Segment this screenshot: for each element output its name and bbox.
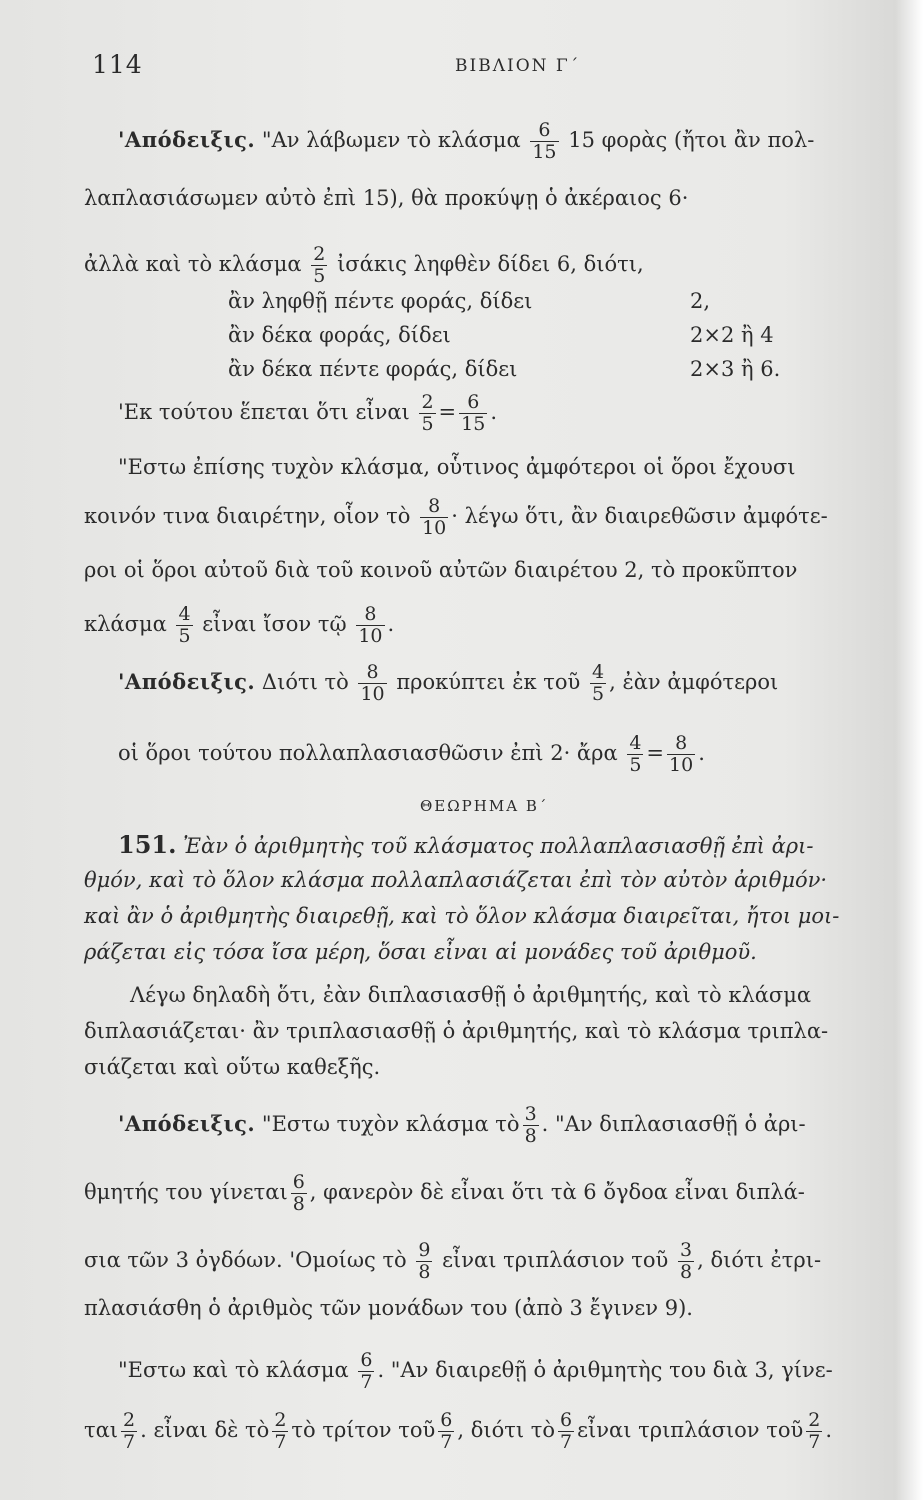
text: .: [490, 400, 498, 424]
text: κλάσμα: [84, 612, 167, 636]
page-header: [0, 44, 923, 84]
proof1-line1: [118, 120, 814, 163]
numerator: 8: [366, 661, 379, 683]
fraction: [358, 662, 386, 705]
equals-sign: =: [646, 741, 665, 765]
numerator: 4: [592, 661, 605, 683]
text: . "Αν διαιρεθῇ ὁ ἀριθμητὴς του διὰ 3, γίνε-: [377, 1358, 833, 1382]
denominator: 15: [532, 141, 557, 163]
numerator: 2: [421, 391, 434, 413]
numerator: 6: [560, 1409, 573, 1431]
explanation-line3: σιάζεται καὶ οὕτω καθεξῆς.: [84, 1055, 381, 1079]
text: .: [825, 1418, 833, 1442]
denominator: 8: [292, 1193, 305, 1215]
denominator: 5: [629, 754, 642, 776]
numerator: 6: [467, 391, 480, 413]
para2-line1: "Εστω ἐπίσης τυχὸν κλάσμα, οὗτινος ἀμφότεροι οἱ ὅροι ἔχουσι: [118, 455, 796, 479]
page-number: 114: [92, 50, 143, 79]
text: , διότι ἐτρι-: [697, 1248, 822, 1272]
fraction: [530, 120, 558, 163]
table-row-right: 2,: [690, 289, 711, 313]
denominator: 7: [808, 1431, 821, 1453]
text: εἶναι τριπλάσιον τοῦ: [577, 1418, 804, 1442]
numerator: 2: [313, 243, 326, 265]
proof3-line1: [118, 1104, 806, 1147]
denominator: 7: [440, 1431, 453, 1453]
numerator: 3: [680, 1239, 693, 1261]
fraction: [558, 1410, 574, 1453]
denominator: 15: [461, 413, 486, 435]
numerator: 2: [123, 1409, 136, 1431]
table-row-right: 2×2 ἢ 4: [690, 323, 774, 347]
text: , ἐὰν ἀμφότεροι: [609, 670, 779, 694]
numerator: 8: [675, 732, 688, 754]
text: "Εστω τυχὸν κλάσμα τὸ: [261, 1112, 520, 1136]
proof3-line2: [84, 1172, 805, 1215]
denominator: 10: [358, 625, 383, 647]
denominator: 7: [560, 1431, 573, 1453]
fraction: [419, 392, 435, 435]
denominator: 5: [313, 265, 326, 287]
proof2-line2: [118, 733, 705, 776]
text: .: [698, 741, 705, 765]
denominator: 10: [669, 754, 694, 776]
para4-line2: [84, 1410, 832, 1453]
section-number: 151.: [118, 830, 177, 859]
fraction: [272, 1410, 288, 1453]
proof-label: 'Απόδειξις.: [118, 1111, 256, 1136]
text: 'Εκ τούτου ἕπεται ὅτι εἶναι: [118, 400, 410, 424]
fraction: [459, 392, 487, 435]
numerator: 6: [292, 1171, 305, 1193]
fraction: [667, 733, 695, 776]
proof-label: 'Απόδειξις.: [118, 127, 256, 152]
fraction: [311, 244, 327, 287]
text: "Εστω καὶ τὸ κλάσμα: [118, 1358, 349, 1382]
proof3-line3: [84, 1240, 821, 1283]
numerator: 4: [629, 732, 642, 754]
proof-label: 'Απόδειξις.: [118, 669, 256, 694]
text: οἱ ὅροι τούτου πολλαπλασιασθῶσιν ἐπὶ 2· ἄρα: [118, 741, 618, 765]
theorem-heading: ΘΕΩΡΗΜΑ Β΄: [420, 797, 549, 815]
text: τὸ τρίτον τοῦ: [291, 1418, 436, 1442]
para2-line2: [84, 496, 828, 539]
text: · λέγω ὅτι, ἂν διαιρεθῶσιν ἀμφότε-: [451, 504, 828, 528]
text: Διότι τὸ: [261, 670, 349, 694]
explanation-line1: Λέγω δηλαδὴ ὅτι, ἐὰν διπλασιασθῇ ὁ ἀριθμητής, καὶ τὸ κλάσμα: [130, 983, 812, 1007]
explanation-line2: διπλασιάζεται· ἂν τριπλασιασθῇ ὁ ἀριθμητής, καὶ τὸ κλάσμα τριπλα-: [84, 1019, 829, 1043]
numerator: 6: [538, 119, 551, 141]
fraction: [358, 1350, 374, 1393]
numerator: 3: [524, 1103, 537, 1125]
text: θμητής του γίνεται: [84, 1180, 288, 1204]
fraction: [438, 1410, 454, 1453]
denominator: 7: [274, 1431, 287, 1453]
text: προκύπτει ἐκ τοῦ: [396, 670, 581, 694]
numerator: 6: [440, 1409, 453, 1431]
denominator: 8: [418, 1261, 431, 1283]
text: , διότι τὸ: [457, 1418, 556, 1442]
numerator: 2: [274, 1409, 287, 1431]
theorem-line2: θμόν, καὶ τὸ ὅλον κλάσμα πολλαπλασιάζεται ἐπὶ τὸν αὐτὸν ἀριθμόν·: [84, 868, 828, 892]
fraction: [416, 1240, 432, 1283]
fraction: [121, 1410, 137, 1453]
denominator: 8: [680, 1261, 693, 1283]
theorem-line3: καὶ ἂν ὁ ἀριθμητὴς διαιρεθῇ, καὶ τὸ ὅλον κλάσμα διαιρεῖται, ἤτοι μοι-: [84, 904, 840, 928]
para2-line3: ροι οἱ ὅροι αὐτοῦ διὰ τοῦ κοινοῦ αὐτῶν διαιρέτου 2, τὸ προκῦπτον: [84, 558, 798, 582]
text: "Αν λάβωμεν τὸ κλάσμα: [261, 128, 521, 152]
denominator: 10: [422, 517, 447, 539]
equals-sign: =: [438, 400, 457, 424]
fraction: [291, 1172, 307, 1215]
fraction: [627, 733, 643, 776]
para4-line1: [118, 1350, 833, 1393]
fraction: [176, 604, 192, 647]
proof1-line3: [84, 244, 644, 287]
text: ται: [84, 1418, 119, 1442]
fraction: [420, 496, 448, 539]
table-row-right: 2×3 ἢ 6.: [690, 357, 781, 381]
text: Ἐὰν ὁ ἀριθμητὴς τοῦ κλάσματος πολλαπλασιασθῇ ἐπὶ ἀρι-: [183, 834, 814, 858]
fraction: [523, 1104, 539, 1147]
proof2-line1: [118, 662, 778, 705]
para2-line4: [84, 604, 394, 647]
table-row-left: ἂν δέκα πέντε φοράς, δίδει: [228, 357, 518, 381]
text: 15 φορὰς (ἤτοι ἂν πολ-: [568, 128, 815, 152]
fraction: [678, 1240, 694, 1283]
denominator: 7: [360, 1371, 373, 1393]
proof3-line4: πλασιάσθη ὁ ἀριθμὸς τῶν μονάδων του (ἀπὸ 3 ἔγινεν 9).: [84, 1296, 693, 1320]
text: κοινόν τινα διαιρέτην, οἷον τὸ: [84, 504, 411, 528]
numerator: 6: [360, 1349, 373, 1371]
proof1-line2: λαπλασιάσωμεν αὐτὸ ἐπὶ 15), θὰ προκύψῃ ὁ ἀκέραιος 6·: [84, 186, 689, 210]
text: . εἶναι δὲ τὸ: [140, 1418, 270, 1442]
denominator: 5: [592, 683, 605, 705]
numerator: 8: [428, 495, 441, 517]
theorem-line4: ράζεται εἰς τόσα ἴσα μέρη, ὅσαι εἶναι αἱ μονάδες τοῦ ἀριθμοῦ.: [84, 940, 757, 964]
numerator: 2: [808, 1409, 821, 1431]
denominator: 10: [360, 683, 385, 705]
numerator: 8: [364, 603, 377, 625]
fraction: [356, 604, 384, 647]
numerator: 4: [178, 603, 191, 625]
proof1-conclusion: [118, 392, 497, 435]
fraction: [590, 662, 606, 705]
denominator: 8: [524, 1125, 537, 1147]
text: ἰσάκις ληφθὲν δίδει 6, διότι,: [337, 252, 644, 276]
running-title: ΒΙΒΛΙΟΝ Γ΄: [455, 56, 581, 76]
text: .: [387, 612, 395, 636]
table-row-left: ἂν δέκα φοράς, δίδει: [228, 323, 451, 347]
denominator: 7: [123, 1431, 136, 1453]
text: σια τῶν 3 ὀγδόων. 'Ομοίως τὸ: [84, 1248, 407, 1272]
text: εἶναι τριπλάσιον τοῦ: [442, 1248, 669, 1272]
text: ἀλλὰ καὶ τὸ κλάσμα: [84, 252, 302, 276]
theorem-line1: [118, 830, 813, 859]
fraction: [806, 1410, 822, 1453]
table-row-left: ἂν ληφθῇ πέντε φοράς, δίδει: [228, 289, 533, 313]
numerator: 9: [418, 1239, 431, 1261]
text: , φανερὸν δὲ εἶναι ὅτι τὰ 6 ὄγδοα εἶναι διπλά-: [309, 1180, 805, 1204]
denominator: 5: [178, 625, 191, 647]
text: εἶναι ἴσον τῷ: [202, 612, 347, 636]
denominator: 5: [421, 413, 434, 435]
text: . "Αν διπλασιασθῇ ὁ ἀρι-: [541, 1112, 806, 1136]
